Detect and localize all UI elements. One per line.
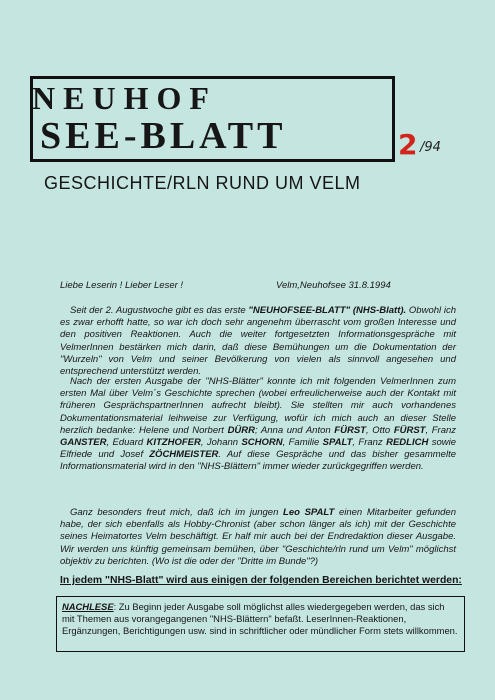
masthead-subtitle: GESCHICHTE/RLN RUND UM VELM	[44, 173, 361, 193]
name-redlich: REDLICH	[386, 437, 429, 449]
paragraph-1	[60, 305, 456, 378]
greeting-line	[60, 280, 456, 292]
name-leo-spalt: Leo SPALT	[283, 507, 335, 518]
name-zochmeister: ZÖCHMEISTER	[149, 449, 219, 461]
name-durr: DÜRR	[227, 424, 256, 436]
p2-text-e: , Eduard	[106, 437, 147, 449]
name-ganster: GANSTER	[60, 437, 107, 449]
nachlese-label: NACHLESE	[62, 601, 114, 612]
p2-text-a: Nach der ersten Ausgabe der "NHS-Blätter" konnte ich mit folgenden VelmerInnen zum ersten Mal über Velm´s Geschichte sprechen (wobei erfreulicherweise auch der Kontakt mit früheren GesprächspartnerInnen aufrecht bleibt). Sie stellten mir auch vorhandenes Dokumentationsmaterial leihweise zur Verfügung, wofür ich mich auch an dieser Stelle herzlich bedanke: Helene und Norbert	[60, 376, 456, 436]
name-schorn: SCHORN	[241, 437, 283, 449]
paragraph-2	[60, 376, 456, 474]
issue-year: /94	[420, 140, 441, 155]
p1-title-ref: "NEUHOFSEE-BLATT" (NHS-Blatt).	[248, 305, 407, 316]
salutation: Liebe Leserin ! Lieber Leser !	[60, 280, 184, 291]
nachlese-text: : Zu Beginn jeder Ausgabe soll möglichst alles wiedergegeben werden, das sich mit Themen aus vorangegangenen "NHS-Blättern" befaßt. LeserInnen-Reaktionen, Ergänzungen, Berichtigungen usw. sind in schriftlicher oder mündlicher Form stets willkommen.	[62, 601, 458, 636]
masthead-title: SEE-BLATT	[40, 115, 287, 157]
p2-text-g: , Familie	[282, 437, 323, 449]
p2-text-d: , Franz	[425, 424, 457, 436]
p3-text-b: einen Mitarbeiter gefunden habe, der sich ebenfalls als Hobby-Chronist (aber schon länger als ich) mit der Geschichte seines Heimatortes Velm beschäftigt. Er half mir auch bei der Endredaktion dieser Ausgabe. Wir werden uns künftig gemeinsam bemühen, über "Geschichte/rln rund um Velm" möglichst objektiv zu berichten. (Wo ist die oder der "Dritte im Bunde"?)	[60, 507, 456, 567]
p2-text-f: , Johann	[200, 437, 242, 449]
p2-text-b: ; Anna und Anton	[255, 424, 335, 436]
p2-text-h: , Franz	[352, 437, 387, 449]
p2-text-i: sowie Elfriede und Josef	[60, 437, 456, 461]
place-date: Velm,Neuhofsee 31.8.1994	[276, 280, 391, 291]
name-kitzhofer: KITZHOFER	[146, 437, 201, 449]
name-spalt: SPALT	[322, 437, 353, 449]
paragraph-3	[60, 507, 456, 568]
issue-number: 2	[398, 128, 418, 161]
p2-text-j: . Auf diese Gespräche und das bisher gesammelte Informationsmaterial wird in den "NHS-Blättern" immer wieder zurückgegriffen werden.	[60, 449, 457, 473]
nachlese-box	[56, 596, 465, 652]
name-furst-1: FÜRST	[334, 424, 366, 436]
p2-text-c: , Otto	[365, 424, 394, 436]
p3-text-a: Ganz besonders freut mich, daß ich im jungen	[70, 507, 284, 518]
name-furst-2: FÜRST	[393, 424, 426, 436]
p1-text-a: Seit der 2. Augustwoche gibt es das erste	[70, 305, 249, 316]
p1-text-c: Obwohl ich es zwar erhofft hatte, so war ich doch sehr angenehm überrascht vom großen Interesse und den positiven Reaktionen. Auch die weiter fortgesetzten Informationsgespräche mit VelmerInnen bestärken mich darin, daß diese Bemühungen um die Dokumentation der "Wurzeln" von Velm und seiner Bevölkerung von vielen als sinnvoll angesehen und entsprechend unterstützt werden.	[60, 305, 457, 378]
masthead-top-line: N E U H O F	[32, 80, 209, 116]
section-heading: In jedem "NHS-Blatt" wird aus einigen der folgenden Bereichen berichtet werden:	[60, 575, 462, 586]
